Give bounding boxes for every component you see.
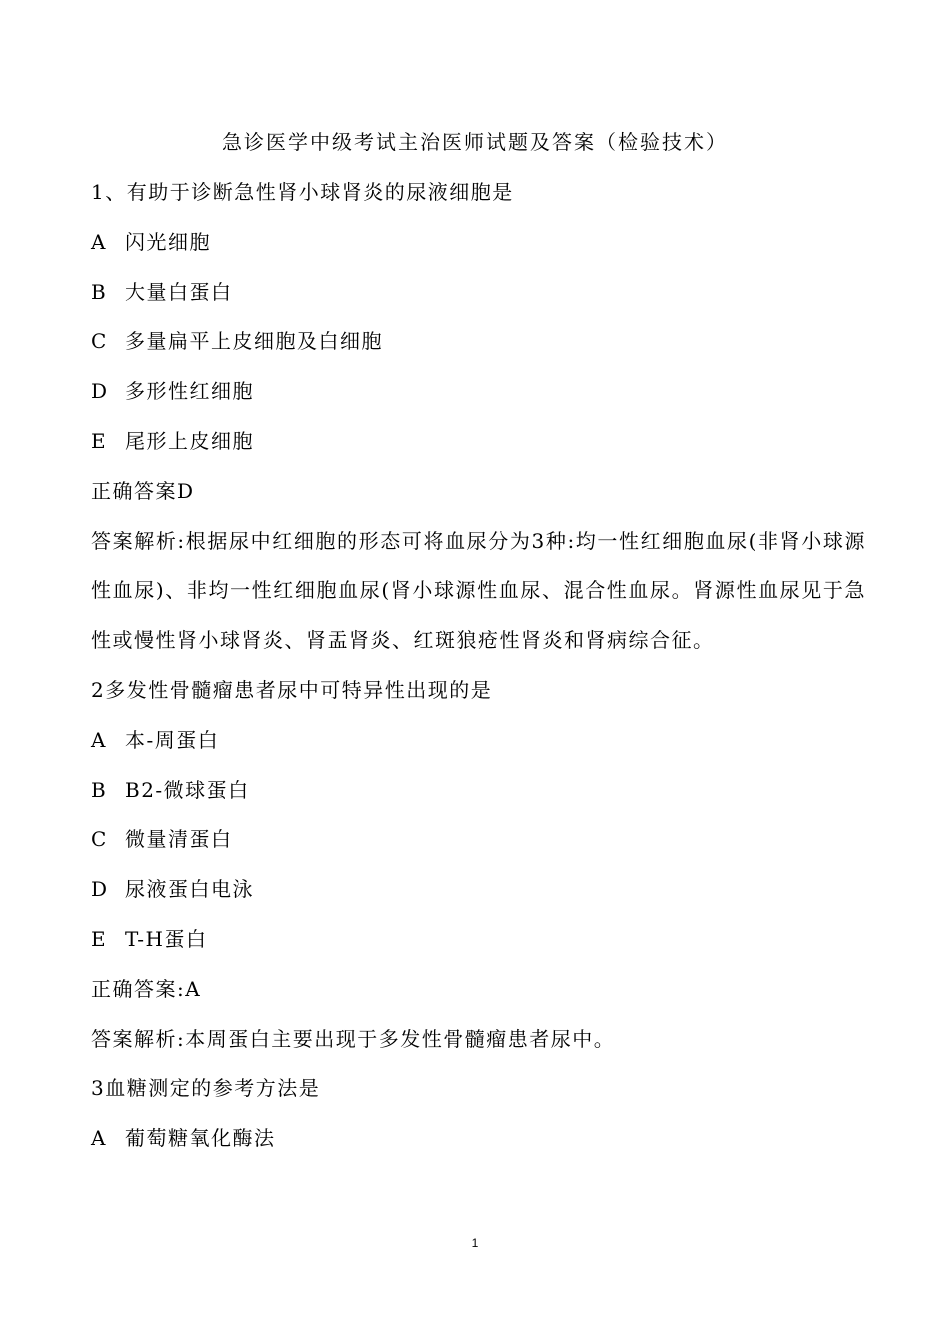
option-letter: A [91,1126,107,1151]
question-2-answer: 正确答案:A [91,976,202,1001]
question-1-option-c [91,317,866,367]
option-text: 闪光细胞 [125,229,211,254]
document-title: 急诊医学中级考试主治医师试题及答案（检验技术） [222,130,728,154]
question-2-option-c [91,815,866,865]
question-2-option-b [91,766,866,816]
question-2-option-a [91,716,866,766]
question-1-stem: 1、有助于诊断急性肾小球肾炎的尿液细胞是 [91,180,514,204]
question-2-stem: 2多发性骨髓瘤患者尿中可特异性出现的是 [91,677,493,702]
question-2-option-d [91,865,866,915]
option-letter: E [91,926,108,951]
document-body [91,168,866,1164]
question-2-option-e [91,915,866,965]
option-letter: A [91,727,107,752]
option-letter: B [91,777,108,802]
question-2-explanation: 答案解析:本周蛋白主要出现于多发性骨髓瘤患者尿中。 [91,1026,616,1051]
option-text: 微量清蛋白 [125,827,233,852]
question-1-option-e [91,417,866,467]
option-text: 本-周蛋白 [125,727,220,752]
option-letter: B [91,279,108,304]
question-1-explanation: 答案解析:根据尿中红细胞的形态可将血尿分为3种:均一性红细胞血尿(非肾小球源性血尿)、非均一性红细胞血尿(肾小球源性血尿、混合性血尿。肾源性血尿见于急性或慢性肾小球肾炎、肾盂肾炎、红斑狼疮性肾炎和肾病综合征。 [91,528,866,653]
option-letter: D [91,379,109,404]
option-text: 多量扁平上皮细胞及白细胞 [125,329,383,354]
question-1-option-b [91,268,866,318]
question-1-answer: 正确答案D [91,478,195,503]
option-letter: D [91,877,109,902]
option-text: 尾形上皮细胞 [125,428,254,453]
option-letter: E [91,428,108,453]
option-text: B2-微球蛋白 [125,777,250,802]
question-3-stem: 3血糖测定的参考方法是 [91,1076,321,1101]
page-number: 1 [471,1236,479,1250]
option-letter: A [91,229,107,254]
option-text: 尿液蛋白电泳 [125,877,254,902]
option-text: 多形性红细胞 [125,379,254,404]
question-1-option-a [91,218,866,268]
option-text: 大量白蛋白 [125,279,233,304]
option-letter: C [91,827,108,852]
option-letter: C [91,329,108,354]
option-text: T-H蛋白 [125,926,208,951]
question-1-option-d [91,367,866,417]
option-text: 葡萄糖氧化酶法 [125,1126,276,1151]
question-3-option-a [91,1114,866,1164]
